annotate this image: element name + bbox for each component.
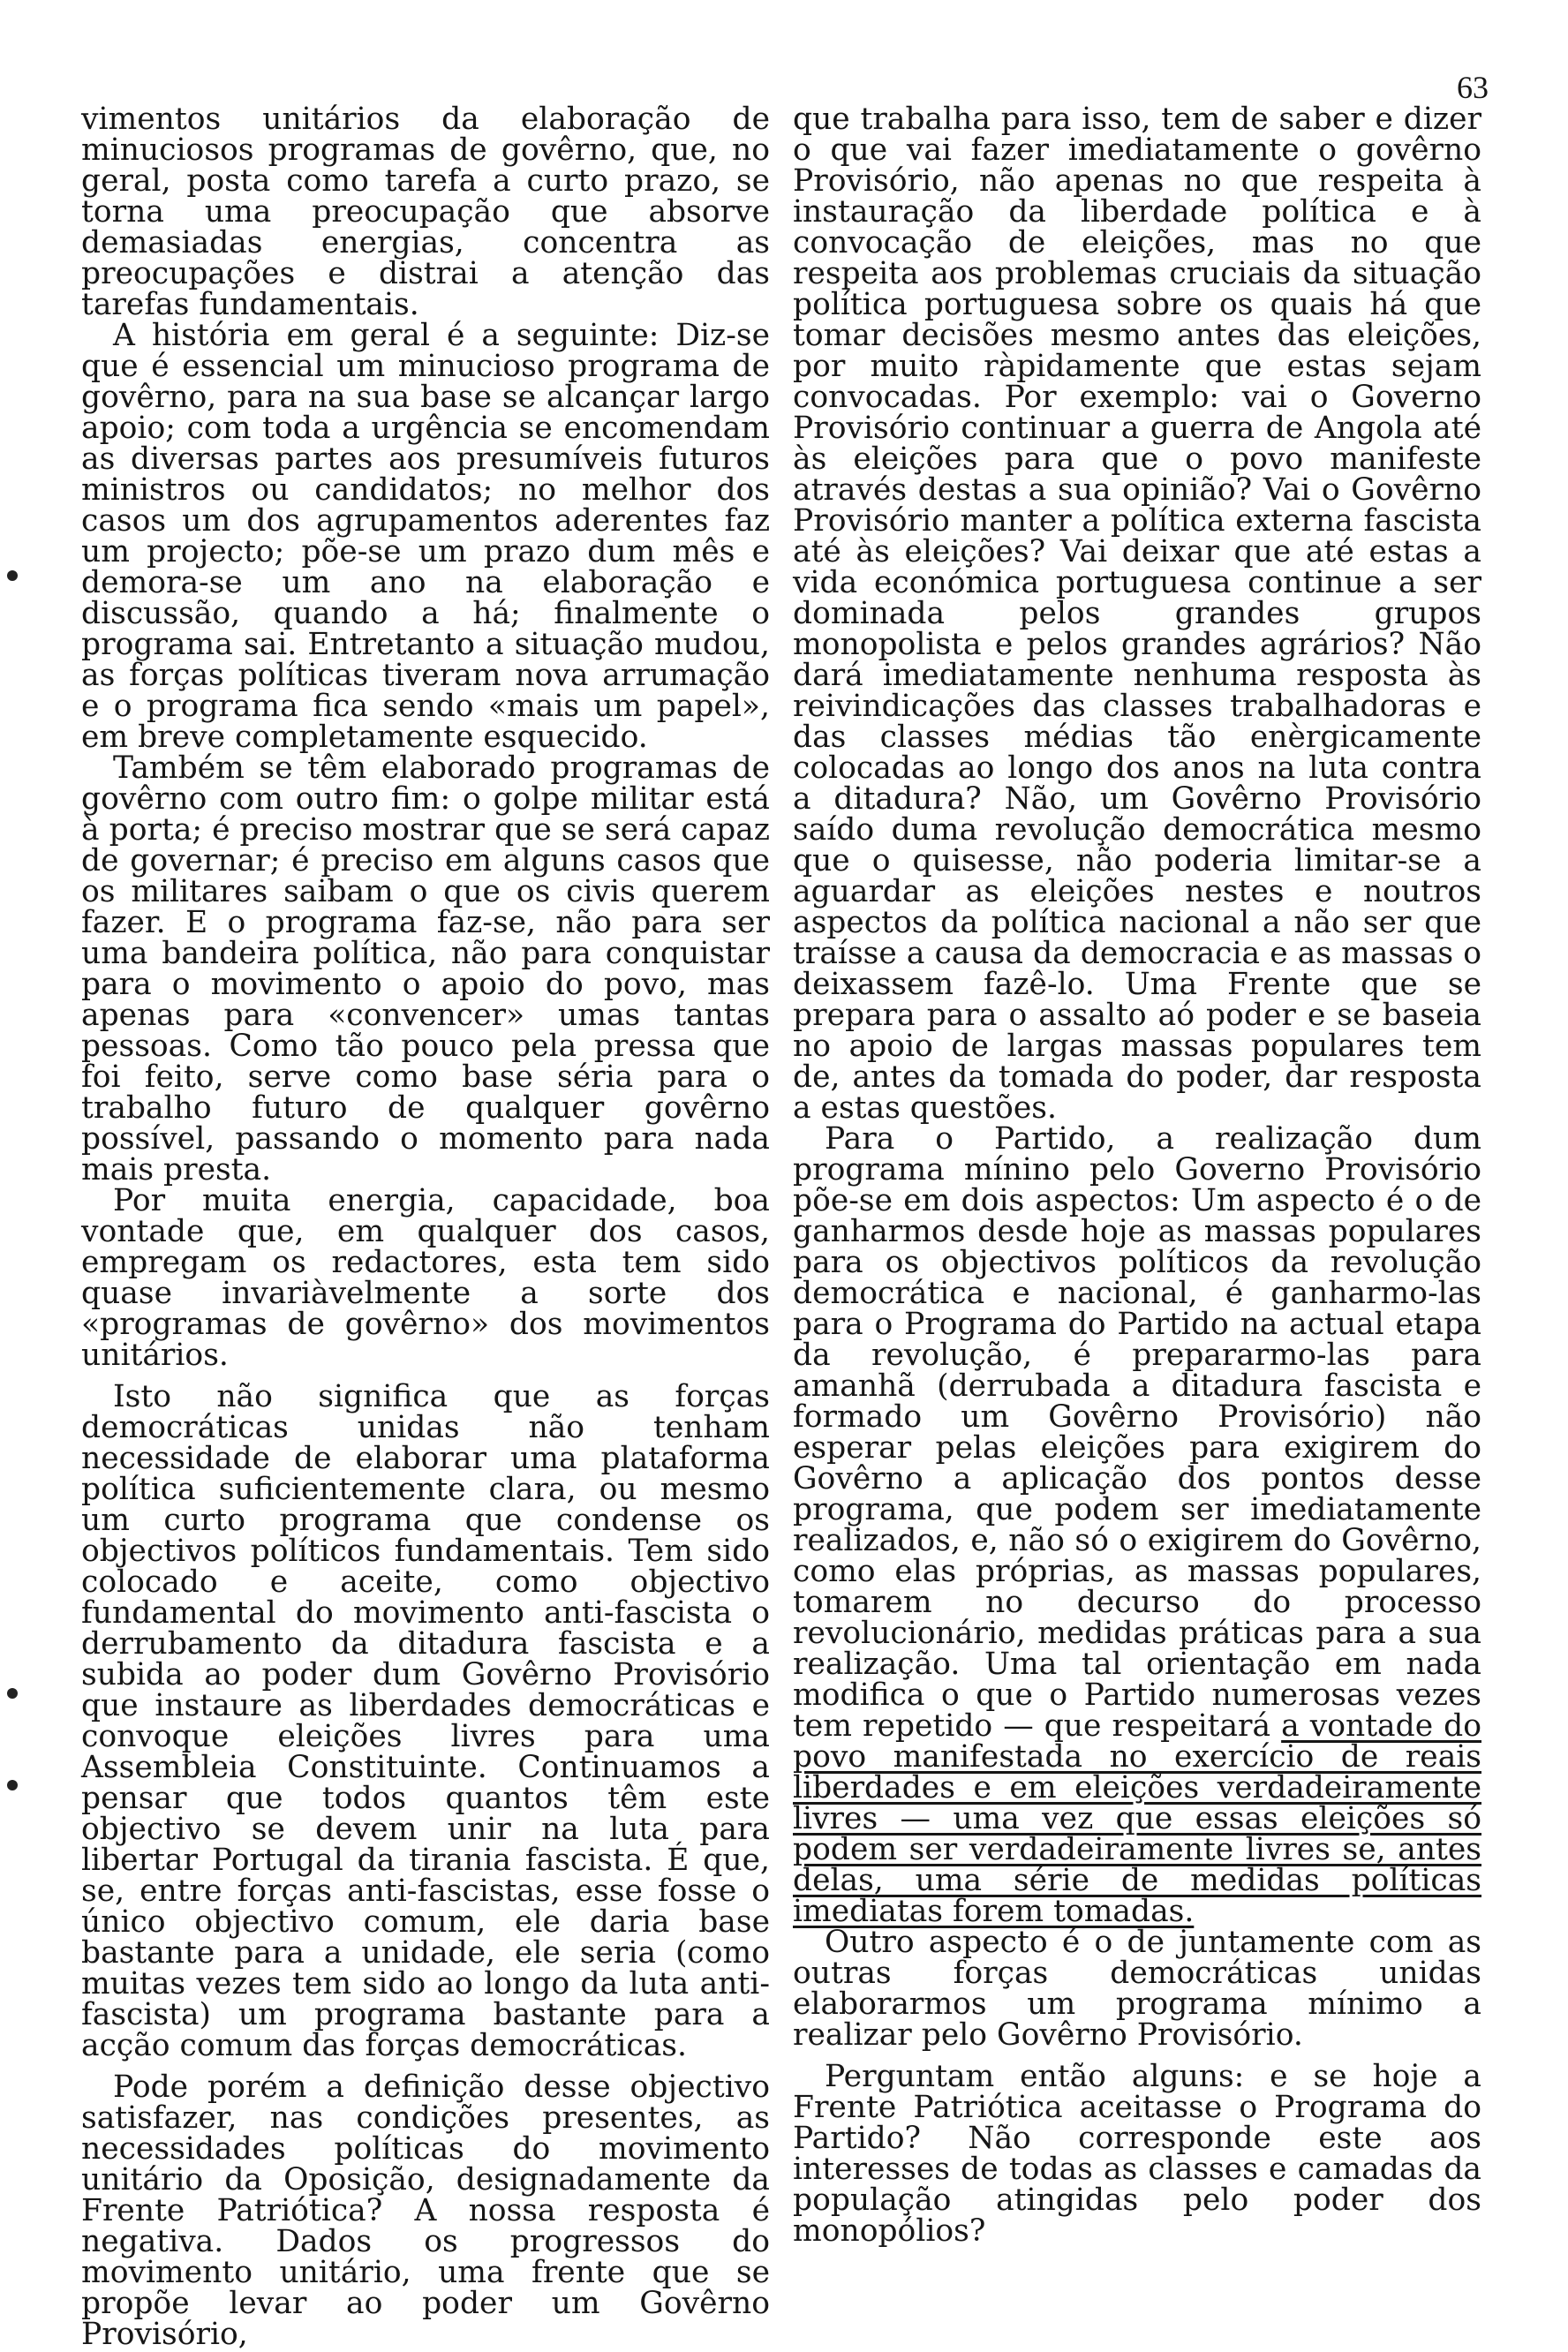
page-number: 63 <box>1457 70 1489 105</box>
right-column <box>793 104 1481 2247</box>
left-paragraph-5: Isto não significa que as forças democráticas unidas não tenham necessidade de elaborar uma plataforma política suficientemente clara, ou mesmo um curto programa que condense os objectivos políticos fundamentais. Tem sido colocado e aceite, como objectivo fundamental do movimento anti-fascista o derrubamento da ditadura fascista e a subida ao poder dum Govêrno Provisório que instaure as liberdades democráticas e convoque eleições livres para uma Assembleia Constituinte. Continuamos a pensar que todos quantos têm este objectivo se devem unir na luta para libertar Portugal da tirania fascista. É que, se, entre forças anti-fascistas, esse fosse o único objectivo comum, ele daria base bastante para a unidade, ele seria (como muitas vezes tem sido ao longo da luta anti-fascista) um programa bastante para a acção comum das forças democráticas. <box>81 1379 770 2063</box>
left-paragraph-1: vimentos unitários da elaboração de minuciosos programas de govêrno, que, no geral, posta como tarefa a curto prazo, se torna uma preocupação que absorve demasiadas energias, concentra as preocupações e distrai a atenção das tarefas fundamentais. <box>81 102 770 322</box>
underlined-passage: a vontade do povo manifestada no exercício de reais liberdades e em eleições verdadeiramente livres — uma vez que essas eleições só podem ser verdadeiramente livres se, antes delas, uma série de medidas políticas imediatas forem tomadas. <box>793 1708 1481 1929</box>
left-paragraph-2: A história em geral é a seguinte: Diz-se que é essencial um minucioso programa de govêrno, para na sua base se alcançar largo apoio; com toda a urgência se encomendam as diversas partes aos presumíveis futuros ministros ou candidatos; no melhor dos casos um dos agrupamentos aderentes faz um projecto; põe-se um prazo dum mês e demora-se um ano na elaboração e discussão, quando a há; finalmente o programa sai. Entretanto a situação mudou, as forças políticas tiveram nova arrumação e o programa fica sendo «mais um papel», em breve completamente esquecido. <box>81 318 770 755</box>
left-paragraph-3: Também se têm elaborado programas de govêrno com outro fim: o golpe militar está à porta; é preciso mostrar que se será capaz de governar; é preciso em alguns casos que os militares saibam o que os civis querem fazer. E o programa faz-se, não para ser uma bandeira política, não para conquistar para o movimento o apoio do povo, mas apenas para «convencer» umas tantas pessoas. Como tão pouco pela pressa que foi feito, serve como base séria para o trabalho futuro de qualquer govêrno possível, passando o momento para nada mais presta. <box>81 750 770 1187</box>
right-paragraph-1: que trabalha para isso, tem de saber e dizer o que vai fazer imediatamente o govêrno Provisório, não apenas no que respeita à instauração da liberdade política e à convocação de eleições, mas no que respeita aos problemas cruciais da situação política portuguesa sobre os quais há que tomar decisões mesmo antes das eleições, por muito ràpidamente que estas sejam convocadas. Por exemplo: vai o Governo Provisório continuar a guerra de Angola até às eleições para que o povo manifeste através destas a sua opinião? Vai o Govêrno Provisório manter a política externa fascista até às eleições? Vai deixar que até estas a vida económica portuguesa continue a ser dominada pelos grandes grupos monopolista e pelos grandes agrários? Não dará imediatamente nenhuma resposta às reivindicações das classes trabalhadoras e das classes médias tão enèrgicamente colocadas ao longo dos anos na luta contra a ditadura? Não, um Govêrno Provisório saído duma revolução democrática mesmo que o quisesse, não poderia limitar-se a aguardar as eleições nestes e noutros aspectos da política nacional a não ser que traísse a causa da democracia e as massas o deixassem fazê-lo. Uma Frente que se prepara para o assalto aó poder e se baseia no apoio de largas massas populares tem de, antes da tomada do poder, dar resposta a estas questões. <box>793 102 1481 1126</box>
left-paragraph-4: Por muita energia, capacidade, boa vontade que, em qualquer dos casos, empregam os redactores, esta tem sido quase invariàvelmente a sorte dos «programas de govêrno» dos movimentos unitários. <box>81 1183 770 1373</box>
margin-dot-3 <box>7 1780 18 1790</box>
right-paragraph-4: Perguntam então alguns: e se hoje a Frente Patriótica aceitasse o Programa do Partido? Não corresponde este aos interesses de todas as classes e camadas da população atingidas pelo poder dos monopólios? <box>793 2059 1481 2249</box>
right-paragraph-3: Outro aspecto é o de juntamente com as outras forças democráticas unidas elaborarmos um programa mínimo a realizar pelo Govêrno Provisório. <box>793 1925 1481 2053</box>
left-paragraph-6: Pode porém a definição desse objectivo satisfazer, nas condições presentes, as necessidades políticas do movimento unitário da Oposição, designadamente da Frente Patriótica? A nossa resposta é negativa. Dados os progressos do movimento unitário, uma frente que se propõe levar ao poder um Govêrno Provisório, <box>81 2069 770 2352</box>
right-paragraph-2-text: Para o Partido, a realização dum programa mínino pelo Governo Provisório põe-se em dois aspectos: Um aspecto é o de ganharmos desde hoje as massas populares para os objectivos políticos da revolução democrática e nacional, é ganharmo-las para o Programa do Partido na actual etapa da revolução, é prepararmo-las para amanhã (derrubada a ditadura fascista e formado um Govêrno Provisório) não esperar pelas eleições para exigirem do Govêrno a aplicação dos pontos desse programa, que podem ser imediatamente realizados, e, não só o exigirem do Govêrno, como elas próprias, as massas populares, tomarem no decurso do processo revolucionário, medidas práticas para a sua realização. Uma tal orientação em nada modifica o que o Partido numerosas vezes tem repetido — que respeitará <box>793 1121 1481 1744</box>
right-paragraph-2 <box>793 1121 1481 1929</box>
margin-dot-2 <box>7 1688 18 1699</box>
left-column <box>81 104 770 2350</box>
margin-dot-1 <box>7 570 18 581</box>
